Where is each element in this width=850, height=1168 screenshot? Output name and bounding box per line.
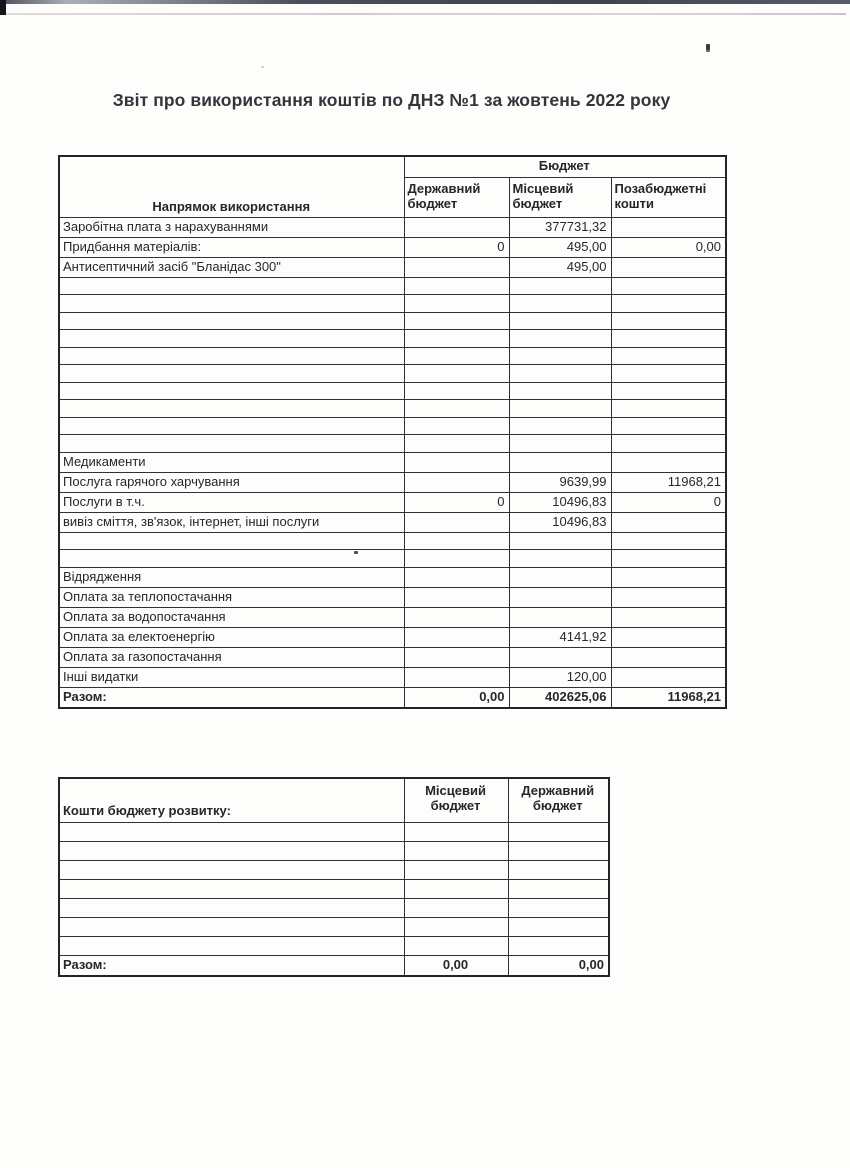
- row-label-cell: Відрядження: [59, 567, 404, 587]
- empty-row: [59, 330, 726, 348]
- table-row: [59, 647, 726, 667]
- empty-row: [59, 860, 609, 879]
- value-cell: [508, 822, 609, 841]
- value-cell: [611, 400, 726, 418]
- value-cell: [611, 532, 726, 550]
- value-cell: [509, 452, 611, 472]
- row-label-cell: Разом:: [59, 955, 404, 976]
- row-label-cell: [59, 330, 404, 348]
- value-cell: [404, 879, 508, 898]
- table-body: [59, 217, 726, 708]
- value-cell: [611, 312, 726, 330]
- value-cell: [611, 347, 726, 365]
- value-cell: [509, 312, 611, 330]
- value-cell: [509, 382, 611, 400]
- value-cell: [509, 550, 611, 568]
- row-label-cell: Медикаменти: [59, 452, 404, 472]
- value-cell: [404, 347, 509, 365]
- value-cell: 0,00: [611, 237, 726, 257]
- table-row: [59, 472, 726, 492]
- value-cell: [404, 841, 508, 860]
- total-row: [59, 955, 609, 976]
- row-label-cell: [59, 917, 404, 936]
- table-row: [59, 492, 726, 512]
- value-cell: [508, 936, 609, 955]
- row-label-cell: [59, 277, 404, 295]
- value-cell: [404, 295, 509, 313]
- column-header: Державний бюджет: [508, 778, 609, 822]
- value-cell: [404, 400, 509, 418]
- value-cell: [508, 917, 609, 936]
- value-cell: [509, 347, 611, 365]
- value-cell: [509, 330, 611, 348]
- value-cell: [509, 365, 611, 383]
- value-cell: 11968,21: [611, 687, 726, 708]
- table-row: [59, 452, 726, 472]
- table-body: [59, 822, 609, 976]
- value-cell: [611, 567, 726, 587]
- empty-row: [59, 550, 726, 568]
- row-label-cell: Послуги в т.ч.: [59, 492, 404, 512]
- value-cell: [611, 587, 726, 607]
- scan-edge-artifact: [0, 0, 850, 4]
- table-row: [59, 237, 726, 257]
- row-label-cell: [59, 312, 404, 330]
- value-cell: [611, 217, 726, 237]
- value-cell: 0: [404, 492, 509, 512]
- row-label-cell: [59, 532, 404, 550]
- value-cell: [509, 435, 611, 453]
- empty-row: [59, 277, 726, 295]
- value-cell: [508, 860, 609, 879]
- value-cell: [404, 472, 509, 492]
- row-label-cell: [59, 936, 404, 955]
- value-cell: [611, 667, 726, 687]
- value-cell: [404, 330, 509, 348]
- value-cell: 9639,99: [509, 472, 611, 492]
- value-cell: [611, 365, 726, 383]
- value-cell: [404, 512, 509, 532]
- paper-edge-line: [6, 13, 846, 15]
- value-cell: [404, 822, 508, 841]
- table-row: [59, 627, 726, 647]
- value-cell: 11968,21: [611, 472, 726, 492]
- value-cell: [404, 607, 509, 627]
- value-cell: [611, 627, 726, 647]
- value-cell: [611, 435, 726, 453]
- value-cell: [404, 860, 508, 879]
- value-cell: [404, 550, 509, 568]
- column-header: Місцевий бюджет: [509, 177, 611, 217]
- row-label-cell: [59, 879, 404, 898]
- row-label-cell: Інші видатки: [59, 667, 404, 687]
- table-row: [59, 567, 726, 587]
- value-cell: [404, 567, 509, 587]
- row-label-cell: [59, 860, 404, 879]
- value-cell: [509, 277, 611, 295]
- value-cell: [509, 607, 611, 627]
- row-label-cell: [59, 400, 404, 418]
- value-cell: [509, 567, 611, 587]
- empty-row: [59, 898, 609, 917]
- value-cell: 0: [611, 492, 726, 512]
- document-title: Звіт про використання коштів по ДНЗ №1 за жовтень 2022 року: [112, 90, 671, 110]
- row-label-cell: Придбання матеріалів:: [59, 237, 404, 257]
- row-label-cell: [59, 382, 404, 400]
- empty-row: [59, 382, 726, 400]
- row-label-cell: [59, 898, 404, 917]
- value-cell: [404, 917, 508, 936]
- empty-row: [59, 822, 609, 841]
- row-label-cell: [59, 417, 404, 435]
- row-label-cell: Оплата за теплопостачання: [59, 587, 404, 607]
- column-header: Кошти бюджету розвитку:: [59, 778, 404, 822]
- value-cell: [611, 417, 726, 435]
- empty-row: [59, 879, 609, 898]
- empty-row: [59, 435, 726, 453]
- value-cell: [404, 257, 509, 277]
- row-label-cell: Разом:: [59, 687, 404, 708]
- total-row: [59, 687, 726, 708]
- value-cell: [611, 382, 726, 400]
- value-cell: [509, 400, 611, 418]
- value-cell: 495,00: [509, 257, 611, 277]
- value-cell: [508, 879, 609, 898]
- value-cell: [404, 435, 509, 453]
- value-cell: [404, 452, 509, 472]
- column-header: Державний бюджет: [404, 177, 509, 217]
- value-cell: 0,00: [404, 955, 508, 976]
- value-cell: [611, 647, 726, 667]
- value-cell: [509, 295, 611, 313]
- value-cell: [404, 312, 509, 330]
- empty-row: [59, 295, 726, 313]
- value-cell: [509, 417, 611, 435]
- value-cell: [404, 532, 509, 550]
- value-cell: [404, 587, 509, 607]
- value-cell: [611, 257, 726, 277]
- empty-row: [59, 347, 726, 365]
- empty-row: [59, 417, 726, 435]
- value-cell: [509, 647, 611, 667]
- table-row: [59, 512, 726, 532]
- value-cell: [404, 667, 509, 687]
- value-cell: [611, 277, 726, 295]
- row-label-cell: [59, 550, 404, 568]
- value-cell: [611, 607, 726, 627]
- value-cell: [404, 382, 509, 400]
- scan-speck: [261, 66, 264, 68]
- table-row: [59, 607, 726, 627]
- table-row: [59, 257, 726, 277]
- row-label-cell: [59, 435, 404, 453]
- value-cell: [404, 898, 508, 917]
- value-cell: 4141,92: [509, 627, 611, 647]
- value-cell: [611, 295, 726, 313]
- row-label-cell: [59, 365, 404, 383]
- value-cell: [404, 217, 509, 237]
- development-budget-table: [58, 777, 610, 977]
- table-header-row: [59, 778, 609, 822]
- table-row: [59, 667, 726, 687]
- value-cell: 0: [404, 237, 509, 257]
- column-group-header: Бюджет: [404, 156, 726, 177]
- column-header: Позабюджетні кошти: [611, 177, 726, 217]
- table-header-row: [59, 156, 726, 177]
- row-label-cell: [59, 347, 404, 365]
- empty-row: [59, 841, 609, 860]
- value-cell: 402625,06: [509, 687, 611, 708]
- empty-row: [59, 936, 609, 955]
- scan-speck: [354, 551, 358, 554]
- empty-row: [59, 312, 726, 330]
- row-label-cell: Оплата за газопостачання: [59, 647, 404, 667]
- value-cell: [404, 365, 509, 383]
- value-cell: [611, 512, 726, 532]
- table-row: [59, 587, 726, 607]
- value-cell: 495,00: [509, 237, 611, 257]
- row-label-cell: Послуга гарячого харчування: [59, 472, 404, 492]
- value-cell: 0,00: [508, 955, 609, 976]
- empty-row: [59, 532, 726, 550]
- value-cell: [611, 550, 726, 568]
- row-label-cell: [59, 822, 404, 841]
- empty-row: [59, 400, 726, 418]
- row-label-cell: Заробітна плата з нарахуваннями: [59, 217, 404, 237]
- value-cell: [404, 647, 509, 667]
- budget-usage-table: [58, 155, 727, 709]
- value-cell: 10496,83: [509, 492, 611, 512]
- empty-row: [59, 917, 609, 936]
- row-label-cell: [59, 841, 404, 860]
- value-cell: 10496,83: [509, 512, 611, 532]
- value-cell: 0,00: [404, 687, 509, 708]
- value-cell: [404, 417, 509, 435]
- empty-row: [59, 365, 726, 383]
- value-cell: 377731,32: [509, 217, 611, 237]
- row-label-cell: Антисептичний засіб "Бланідас 300": [59, 257, 404, 277]
- value-cell: [611, 330, 726, 348]
- row-label-cell: [59, 295, 404, 313]
- value-cell: [404, 627, 509, 647]
- value-cell: [404, 277, 509, 295]
- value-cell: [611, 452, 726, 472]
- column-header: Місцевий бюджет: [404, 778, 508, 822]
- value-cell: 120,00: [509, 667, 611, 687]
- row-label-cell: Оплата за електоенергію: [59, 627, 404, 647]
- row-label-cell: Оплата за водопостачання: [59, 607, 404, 627]
- value-cell: [508, 898, 609, 917]
- scan-speck: [706, 44, 710, 50]
- value-cell: [509, 587, 611, 607]
- value-cell: [509, 532, 611, 550]
- table-row: [59, 217, 726, 237]
- value-cell: [508, 841, 609, 860]
- row-label-cell: вивіз сміття, зв'язок, інтернет, інші послуги: [59, 512, 404, 532]
- column-header: Напрямок використання: [59, 156, 404, 217]
- value-cell: [404, 936, 508, 955]
